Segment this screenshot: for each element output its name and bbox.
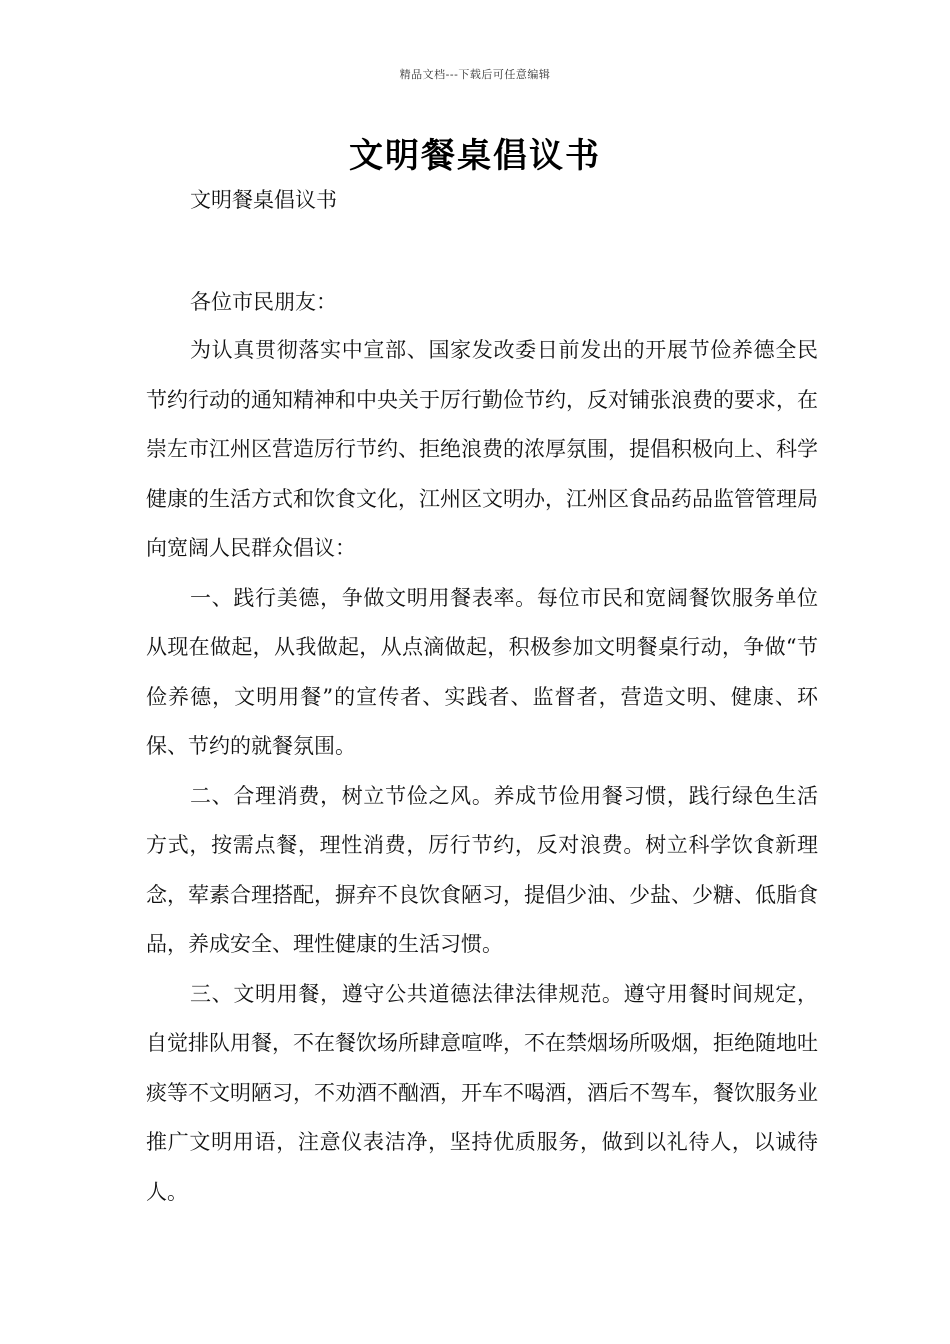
paragraph-three: 三、文明用餐，遵守公共道德法律法律规范。遵守用餐时间规定，自觉排队用餐，不在餐饮场所肆意喧哗，不在禁烟场所吸烟，拒绝随地吐痰等不文明陋习，不劝酒不酗酒，开车不喝酒，酒后不驾车，餐饮服务业推广文明用语，注意仪表洁净，坚持优质服务，做到以礼待人，以诚待人。: [146, 981, 818, 1204]
document-subtitle: 文明餐桌倡议书: [190, 188, 337, 212]
paragraph-intro: 为认真贯彻落实中宣部、国家发改委日前发出的开展节俭养德全民节约行动的通知精神和中央关于厉行勤俭节约，反对铺张浪费的要求，在崇左市江州区营造厉行节约、拒绝浪费的浓厚氛围，提倡积极向上、科学健康的生活方式和饮食文化，江州区文明办，江州区食品药品监管管理局向宽阔人民群众倡议：: [146, 338, 818, 560]
page-header-note: 精品文档---下载后可任意编辑: [399, 68, 551, 81]
paragraph-one: 一、践行美德，争做文明用餐表率。每位市民和宽阔餐饮服务单位从现在做起，从我做起，从点滴做起，积极参加文明餐桌行动，争做“节俭养德，文明用餐”的宣传者、实践者、监督者，营造文明、健康、环保、节约的就餐氛围。: [146, 585, 818, 758]
greeting: 各位市民朋友：: [190, 290, 337, 314]
document-title: 文明餐桌倡议书: [349, 136, 601, 176]
paragraph-two: 二、合理消费，树立节俭之风。养成节俭用餐习惯，践行绿色生活方式，按需点餐，理性消费，厉行节约，反对浪费。树立科学饮食新理念，荤素合理搭配，摒弃不良饮食陋习，提倡少油、少盐、少糖、低脂食品，养成安全、理性健康的生活习惯。: [146, 783, 818, 956]
document-body: [146, 326, 818, 1217]
